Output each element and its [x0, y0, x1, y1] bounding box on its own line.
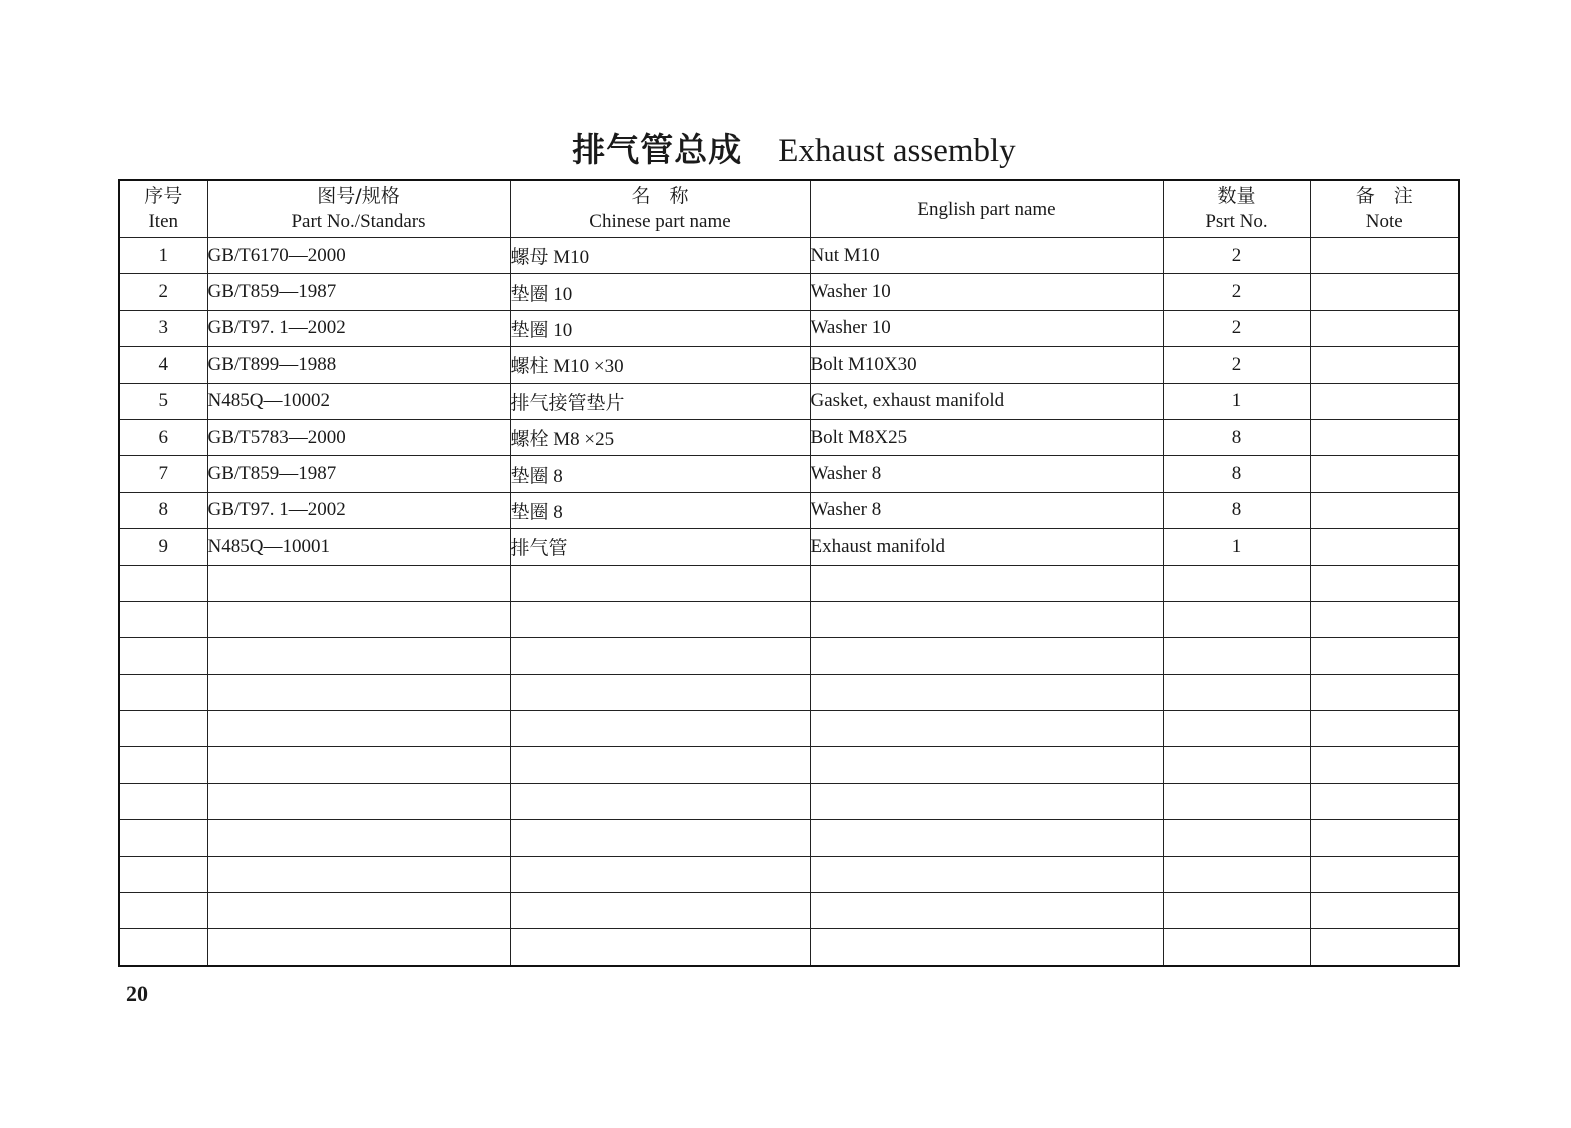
table-row — [119, 347, 1459, 383]
header-item-en: Iten — [148, 211, 179, 232]
cell-english-name — [810, 929, 1163, 966]
cell-part-no — [207, 601, 510, 637]
cell-english-name — [810, 601, 1163, 637]
header-english-name — [810, 180, 1163, 238]
cell-item: 2 — [119, 274, 207, 310]
cell-english-name: Bolt M8X25 — [810, 419, 1163, 455]
cell-note — [1310, 347, 1459, 383]
cell-part-no — [207, 783, 510, 819]
cell-part-no — [207, 638, 510, 674]
header-quantity — [1163, 180, 1310, 238]
cell-quantity — [1163, 820, 1310, 856]
table-row — [119, 929, 1459, 966]
cell-quantity: 8 — [1163, 492, 1310, 528]
cell-english-name: Bolt M10X30 — [810, 347, 1163, 383]
cell-chinese-name — [510, 601, 810, 637]
cell-english-name: Gasket, exhaust manifold — [810, 383, 1163, 419]
cell-note — [1310, 893, 1459, 929]
cell-note — [1310, 674, 1459, 710]
cell-item — [119, 929, 207, 966]
cell-item — [119, 674, 207, 710]
cell-chinese-name: 垫圈 10 — [510, 274, 810, 310]
cell-note — [1310, 492, 1459, 528]
cell-item: 1 — [119, 238, 207, 274]
cell-note — [1310, 274, 1459, 310]
title-english: Exhaust assembly — [778, 133, 1016, 169]
cell-english-name: Washer 8 — [810, 456, 1163, 492]
cell-item — [119, 747, 207, 783]
cell-part-no — [207, 711, 510, 747]
cell-note — [1310, 820, 1459, 856]
header-item — [119, 180, 207, 238]
cell-item: 8 — [119, 492, 207, 528]
table-row — [119, 456, 1459, 492]
cell-chinese-name: 垫圈 8 — [510, 456, 810, 492]
cell-english-name — [810, 856, 1163, 892]
cell-quantity — [1163, 565, 1310, 601]
cell-english-name — [810, 747, 1163, 783]
cell-part-no: GB/T5783—2000 — [207, 419, 510, 455]
cell-chinese-name — [510, 565, 810, 601]
cell-part-no: GB/T6170—2000 — [207, 238, 510, 274]
cell-item — [119, 893, 207, 929]
cell-english-name: Washer 10 — [810, 310, 1163, 346]
cell-quantity — [1163, 601, 1310, 637]
cell-quantity: 8 — [1163, 456, 1310, 492]
cell-quantity — [1163, 711, 1310, 747]
cell-item: 7 — [119, 456, 207, 492]
cell-part-no: GB/T859—1987 — [207, 456, 510, 492]
table-row — [119, 711, 1459, 747]
table-row — [119, 238, 1459, 274]
cell-english-name — [810, 711, 1163, 747]
cell-quantity — [1163, 929, 1310, 966]
table-header-row — [119, 180, 1459, 238]
cell-chinese-name: 螺柱 M10 ×30 — [510, 347, 810, 383]
cell-english-name — [810, 820, 1163, 856]
cell-item — [119, 856, 207, 892]
cell-quantity — [1163, 856, 1310, 892]
cell-chinese-name — [510, 856, 810, 892]
table-body — [119, 238, 1459, 966]
header-note — [1310, 180, 1459, 238]
header-part-no — [207, 180, 510, 238]
cell-item: 5 — [119, 383, 207, 419]
header-note-cn: 备 注 — [1355, 185, 1413, 207]
table-row — [119, 565, 1459, 601]
cell-quantity: 2 — [1163, 238, 1310, 274]
cell-part-no — [207, 856, 510, 892]
cell-note — [1310, 711, 1459, 747]
cell-item: 4 — [119, 347, 207, 383]
cell-part-no: GB/T899—1988 — [207, 347, 510, 383]
table-row — [119, 419, 1459, 455]
cell-item: 3 — [119, 310, 207, 346]
cell-part-no: GB/T97. 1—2002 — [207, 310, 510, 346]
cell-chinese-name — [510, 638, 810, 674]
table-row — [119, 747, 1459, 783]
page-number: 20 — [126, 981, 148, 1006]
cell-note — [1310, 638, 1459, 674]
cell-note — [1310, 747, 1459, 783]
cell-item — [119, 565, 207, 601]
cell-note — [1310, 383, 1459, 419]
table-row — [119, 893, 1459, 929]
cell-english-name — [810, 783, 1163, 819]
cell-chinese-name: 排气管 — [510, 529, 810, 565]
header-english-name-en: English part name — [917, 198, 1056, 220]
cell-part-no — [207, 674, 510, 710]
cell-english-name — [810, 638, 1163, 674]
cell-note — [1310, 565, 1459, 601]
cell-part-no — [207, 565, 510, 601]
table-row — [119, 383, 1459, 419]
table-row — [119, 674, 1459, 710]
cell-quantity — [1163, 674, 1310, 710]
cell-part-no — [207, 820, 510, 856]
cell-chinese-name: 螺栓 M8 ×25 — [510, 419, 810, 455]
header-quantity-cn: 数量 — [1217, 185, 1256, 207]
cell-chinese-name: 垫圈 8 — [510, 492, 810, 528]
table-row — [119, 492, 1459, 528]
cell-note — [1310, 456, 1459, 492]
cell-quantity: 1 — [1163, 383, 1310, 419]
cell-chinese-name: 垫圈 10 — [510, 310, 810, 346]
page-title — [0, 124, 1571, 171]
header-quantity-en: Psrt No. — [1205, 211, 1268, 232]
table-row — [119, 274, 1459, 310]
cell-chinese-name: 螺母 M10 — [510, 238, 810, 274]
header-chinese-name-cn: 名 称 — [631, 185, 689, 207]
cell-part-no: GB/T97. 1—2002 — [207, 492, 510, 528]
cell-english-name — [810, 674, 1163, 710]
header-chinese-name-en: Chinese part name — [589, 211, 731, 232]
cell-note — [1310, 238, 1459, 274]
cell-note — [1310, 310, 1459, 346]
cell-quantity — [1163, 638, 1310, 674]
header-chinese-name — [510, 180, 810, 238]
cell-quantity: 2 — [1163, 310, 1310, 346]
table-row — [119, 529, 1459, 565]
cell-quantity: 1 — [1163, 529, 1310, 565]
cell-chinese-name — [510, 783, 810, 819]
cell-item — [119, 711, 207, 747]
cell-item: 9 — [119, 529, 207, 565]
cell-quantity: 8 — [1163, 419, 1310, 455]
table-row — [119, 783, 1459, 819]
cell-part-no — [207, 747, 510, 783]
cell-note — [1310, 529, 1459, 565]
table-row — [119, 820, 1459, 856]
cell-item — [119, 783, 207, 819]
header-item-cn: 序号 — [144, 185, 183, 207]
cell-chinese-name — [510, 929, 810, 966]
cell-part-no — [207, 929, 510, 966]
cell-item: 6 — [119, 419, 207, 455]
cell-item — [119, 638, 207, 674]
cell-chinese-name — [510, 674, 810, 710]
header-note-en: Note — [1365, 211, 1403, 232]
cell-note — [1310, 856, 1459, 892]
cell-quantity: 2 — [1163, 274, 1310, 310]
cell-note — [1310, 929, 1459, 966]
cell-english-name: Exhaust manifold — [810, 529, 1163, 565]
title-chinese: 排气管总成 — [572, 130, 743, 169]
cell-english-name: Washer 8 — [810, 492, 1163, 528]
cell-english-name — [810, 893, 1163, 929]
cell-quantity: 2 — [1163, 347, 1310, 383]
cell-note — [1310, 601, 1459, 637]
table-row — [119, 601, 1459, 637]
header-part-no-en: Part No./Standars — [291, 211, 426, 232]
table-row — [119, 638, 1459, 674]
cell-english-name — [810, 565, 1163, 601]
cell-quantity — [1163, 747, 1310, 783]
table-row — [119, 856, 1459, 892]
cell-note — [1310, 419, 1459, 455]
cell-english-name: Washer 10 — [810, 274, 1163, 310]
header-part-no-cn: 图号/规格 — [317, 185, 400, 207]
cell-chinese-name: 排气接管垫片 — [510, 383, 810, 419]
cell-part-no: N485Q—10002 — [207, 383, 510, 419]
cell-note — [1310, 783, 1459, 819]
cell-part-no: N485Q—10001 — [207, 529, 510, 565]
cell-quantity — [1163, 783, 1310, 819]
cell-chinese-name — [510, 747, 810, 783]
cell-quantity — [1163, 893, 1310, 929]
parts-table — [118, 179, 1460, 967]
cell-part-no: GB/T859—1987 — [207, 274, 510, 310]
cell-chinese-name — [510, 711, 810, 747]
cell-item — [119, 601, 207, 637]
cell-chinese-name — [510, 893, 810, 929]
cell-part-no — [207, 893, 510, 929]
cell-item — [119, 820, 207, 856]
table-row — [119, 310, 1459, 346]
cell-english-name: Nut M10 — [810, 238, 1163, 274]
cell-chinese-name — [510, 820, 810, 856]
